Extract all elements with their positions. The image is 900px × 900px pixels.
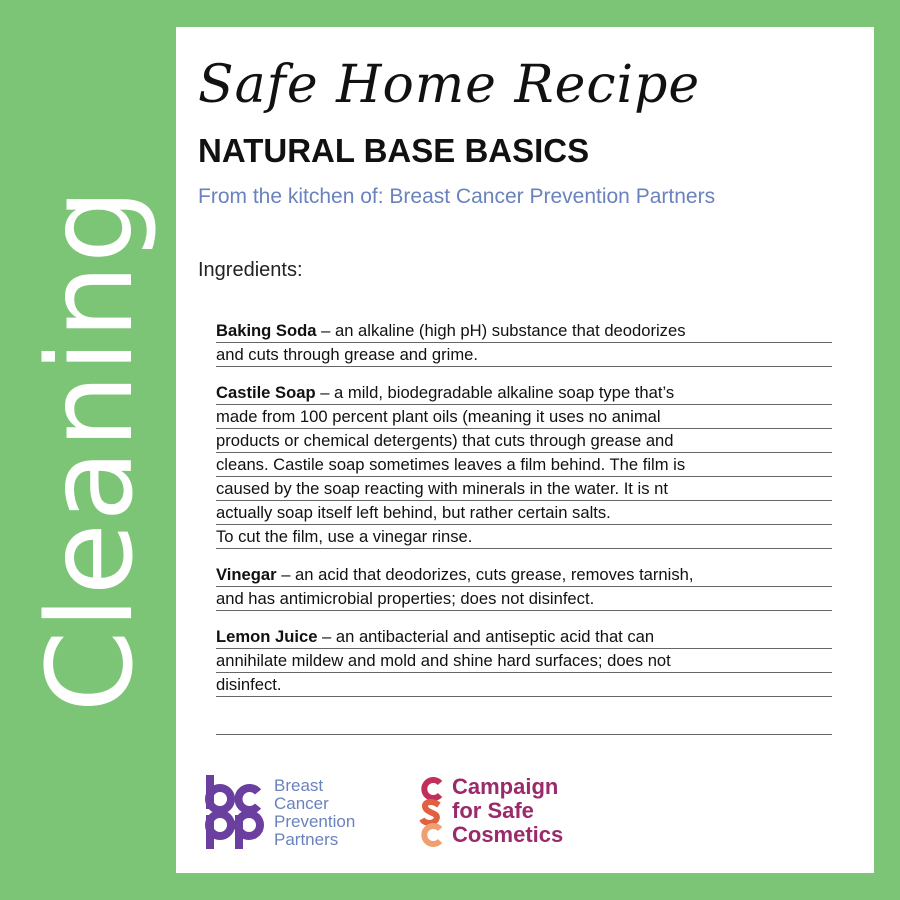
ingredient-castile-soap [216, 381, 832, 549]
entry-line: products or chemical detergents) that cuts through grease and [216, 429, 832, 453]
bcpp-text-line: Cancer [274, 794, 329, 813]
csc-text-line: Campaign [452, 774, 559, 799]
entry-line: caused by the soap reacting with minerals in the water. It is nt [216, 477, 832, 501]
ingredient-term: Baking Soda [216, 321, 317, 340]
entry-line: and cuts through grease and grime. [216, 343, 832, 367]
ingredient-lemon-juice [216, 625, 832, 697]
bcpp-text-line: Breast [274, 776, 324, 795]
recipe-subtitle: NATURAL BASE BASICS [198, 132, 590, 169]
partner-logos [204, 773, 844, 853]
ingredient-term: Vinegar [216, 565, 277, 584]
entry-text: – an antibacterial and antiseptic acid that can [317, 627, 655, 646]
csc-text-line: for Safe [452, 798, 534, 823]
recipe-card [176, 27, 874, 873]
bcpp-text-line: Partners [274, 830, 339, 849]
side-category-label [20, 0, 160, 900]
ingredient-baking-soda [216, 319, 832, 367]
kitchen-of-line: From the kitchen of: Breast Cancer Prevention Partners [198, 185, 716, 208]
csc-text-line: Cosmetics [452, 822, 564, 847]
csc-logo-mark [418, 777, 444, 847]
entry-line: made from 100 percent plant oils (meaning it uses no animal [216, 405, 832, 429]
entry-line: and has antimicrobial properties; does not disinfect. [216, 587, 832, 611]
entry-line: disinfect. [216, 673, 832, 697]
ingredients-list [216, 319, 832, 735]
entry-line: annihilate mildew and mold and shine hard surfaces; does not [216, 649, 832, 673]
recipe-title: Safe Home Recipe [198, 55, 701, 115]
entry-text: – a mild, biodegradable alkaline soap type that’s [315, 383, 675, 402]
bcpp-text-line: Prevention [274, 812, 356, 831]
entry-line [216, 625, 832, 649]
blank-write-line [216, 711, 832, 735]
ingredients-label: Ingredients: [198, 259, 303, 281]
bcpp-logo-mark [204, 775, 264, 849]
ingredient-term: Lemon Juice [216, 627, 318, 646]
entry-text: – an alkaline (high pH) substance that deodorizes [316, 321, 686, 340]
entry-line [216, 381, 832, 405]
entry-line: actually soap itself left behind, but rather certain salts. [216, 501, 832, 525]
entry-line: To cut the film, use a vinegar rinse. [216, 525, 832, 549]
ingredient-vinegar [216, 563, 832, 611]
ingredient-term: Castile Soap [216, 383, 316, 402]
csc-logo-text [452, 775, 563, 847]
entry-text: – an acid that deodorizes, cuts grease, removes tarnish, [276, 565, 694, 584]
entry-line [216, 563, 832, 587]
bcpp-logo-text [274, 777, 355, 849]
side-label-text: Cleaning [21, 187, 159, 713]
entry-line: cleans. Castile soap sometimes leaves a film behind. The film is [216, 453, 832, 477]
entry-line [216, 319, 832, 343]
